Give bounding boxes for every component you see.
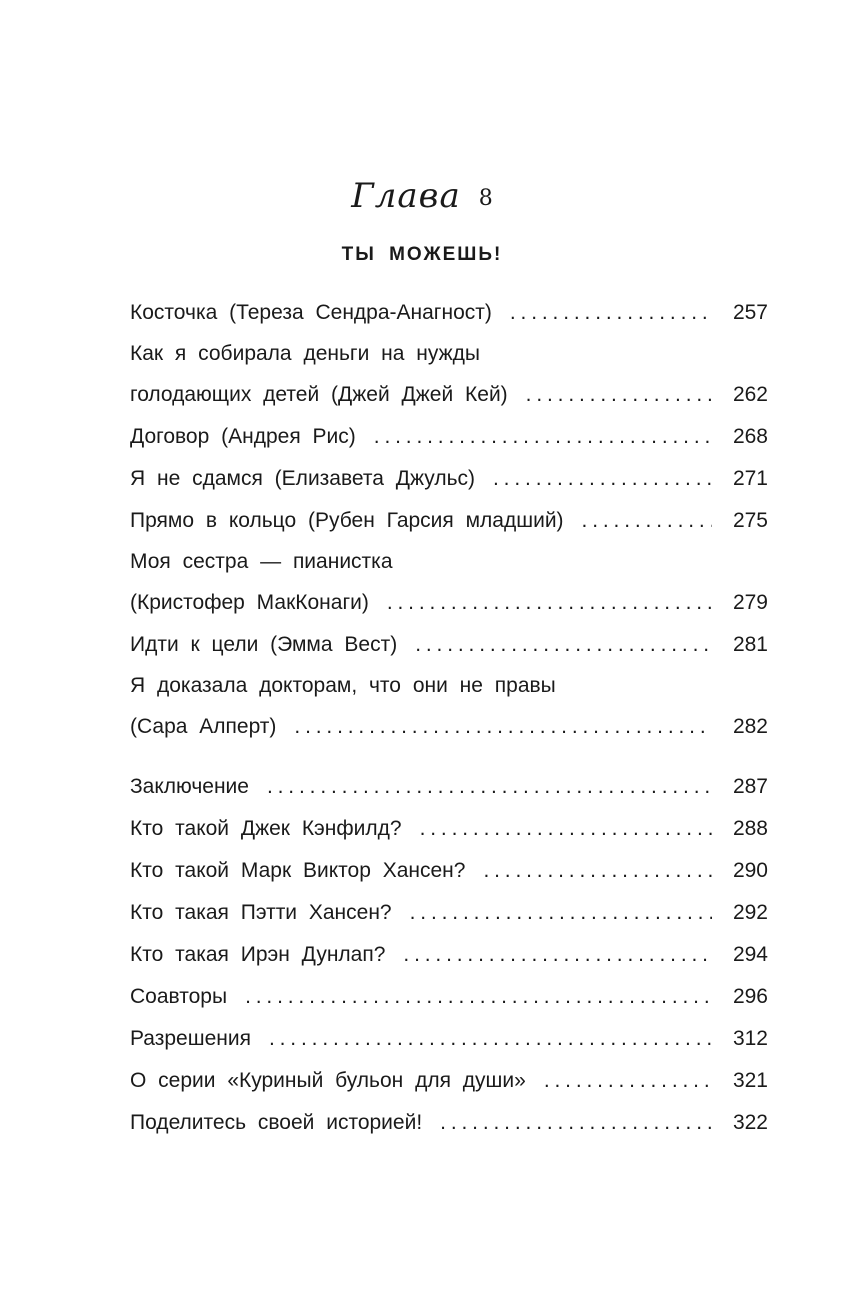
dot-leader: [440, 1102, 712, 1144]
toc-entry-page: 275: [732, 509, 768, 532]
toc-entry-page: 281: [732, 633, 768, 656]
toc-entry: [130, 706, 768, 748]
toc-entry: [130, 808, 768, 850]
chapter-heading: [0, 176, 844, 216]
toc-entry-title: (Сара Алперт): [130, 715, 277, 738]
toc-entry-title: Поделитесь своей историей!: [130, 1111, 423, 1134]
toc-entry: [130, 976, 768, 1018]
dot-leader: [245, 976, 712, 1018]
toc-entry: [130, 850, 768, 892]
toc-entry-page: 271: [732, 467, 768, 490]
dot-leader: [267, 766, 712, 808]
toc-entry: [130, 766, 768, 808]
toc-entry-title: Моя сестра — пианистка: [130, 550, 393, 573]
dot-leader: [374, 416, 712, 458]
toc-entry-page: 257: [732, 301, 768, 324]
toc-entry-page: 290: [732, 859, 768, 882]
toc-entry: [130, 582, 768, 624]
toc-entry: [130, 292, 768, 334]
toc-entry-title: Соавторы: [130, 985, 228, 1008]
toc-entry-page: 294: [732, 943, 768, 966]
toc-entry-title: Я не сдамся (Елизавета Джульс): [130, 467, 476, 490]
toc-entry: [130, 416, 768, 458]
toc-entry-title-line: [130, 666, 768, 706]
toc-entry-title: Косточка (Тереза Сендра-Анагност): [130, 301, 492, 324]
toc-entry-title-line: [130, 542, 768, 582]
toc-entry-title: Кто такая Ирэн Дунлап?: [130, 943, 386, 966]
chapter-number: 8: [478, 186, 493, 211]
toc-entry: [130, 1018, 768, 1060]
chapter-subtitle: ТЫ МОЖЕШЬ!: [341, 244, 503, 265]
dot-leader: [269, 1018, 712, 1060]
toc-entry-title: О серии «Куриный бульон для души»: [130, 1069, 526, 1092]
toc-entry: [130, 458, 768, 500]
toc-entry-title: Я доказала докторам, что они не правы: [130, 674, 556, 697]
dot-leader: [410, 892, 712, 934]
dot-leader: [582, 500, 712, 542]
toc-entry-title-line: [130, 334, 768, 374]
toc-entry-title: (Кристофер МакКонаги): [130, 591, 369, 614]
toc-entry: [130, 500, 768, 542]
toc-entry-title: Заключение: [130, 775, 249, 798]
dot-leader: [493, 458, 712, 500]
toc-entry-title: Идти к цели (Эмма Вест): [130, 633, 398, 656]
toc-entry: [130, 624, 768, 666]
toc-entry-title: Договор (Андрея Рис): [130, 425, 356, 448]
dot-leader: [415, 624, 712, 666]
toc-entry: [130, 1102, 768, 1144]
toc-entry-page: 296: [732, 985, 768, 1008]
toc-entry-page: 279: [732, 591, 768, 614]
toc-entry-page: 292: [732, 901, 768, 924]
chapter-word: Глава: [351, 176, 461, 216]
toc-entry-title: Кто такой Марк Виктор Хансен?: [130, 859, 466, 882]
toc-entry-title: Разрешения: [130, 1027, 251, 1050]
toc-entry-page: 322: [732, 1111, 768, 1134]
dot-leader: [526, 374, 712, 416]
toc-entry-page: 288: [732, 817, 768, 840]
toc-entry: [130, 892, 768, 934]
toc-entry-page: 321: [732, 1069, 768, 1092]
dot-leader: [544, 1060, 712, 1102]
toc-entry-title: голодающих детей (Джей Джей Кей): [130, 383, 508, 406]
toc-entry-title: Кто такой Джек Кэнфилд?: [130, 817, 402, 840]
table-of-contents: [130, 292, 768, 1144]
toc-entry-title: Как я собирала деньги на нужды: [130, 342, 480, 365]
toc-entry-page: 287: [732, 775, 768, 798]
toc-entry: [130, 934, 768, 976]
toc-entry: [130, 1060, 768, 1102]
dot-leader: [403, 934, 712, 976]
toc-entry-page: 268: [732, 425, 768, 448]
section-gap: [130, 748, 768, 766]
toc-entry: [130, 374, 768, 416]
dot-leader: [387, 582, 712, 624]
dot-leader: [420, 808, 712, 850]
dot-leader: [294, 706, 712, 748]
dot-leader: [510, 292, 712, 334]
toc-entry-page: 282: [732, 715, 768, 738]
toc-entry-title: Кто такая Пэтти Хансен?: [130, 901, 392, 924]
toc-entry-page: 262: [732, 383, 768, 406]
toc-entry-title: Прямо в кольцо (Рубен Гарсия младший): [130, 509, 564, 532]
toc-entry-page: 312: [732, 1027, 768, 1050]
dot-leader: [483, 850, 712, 892]
